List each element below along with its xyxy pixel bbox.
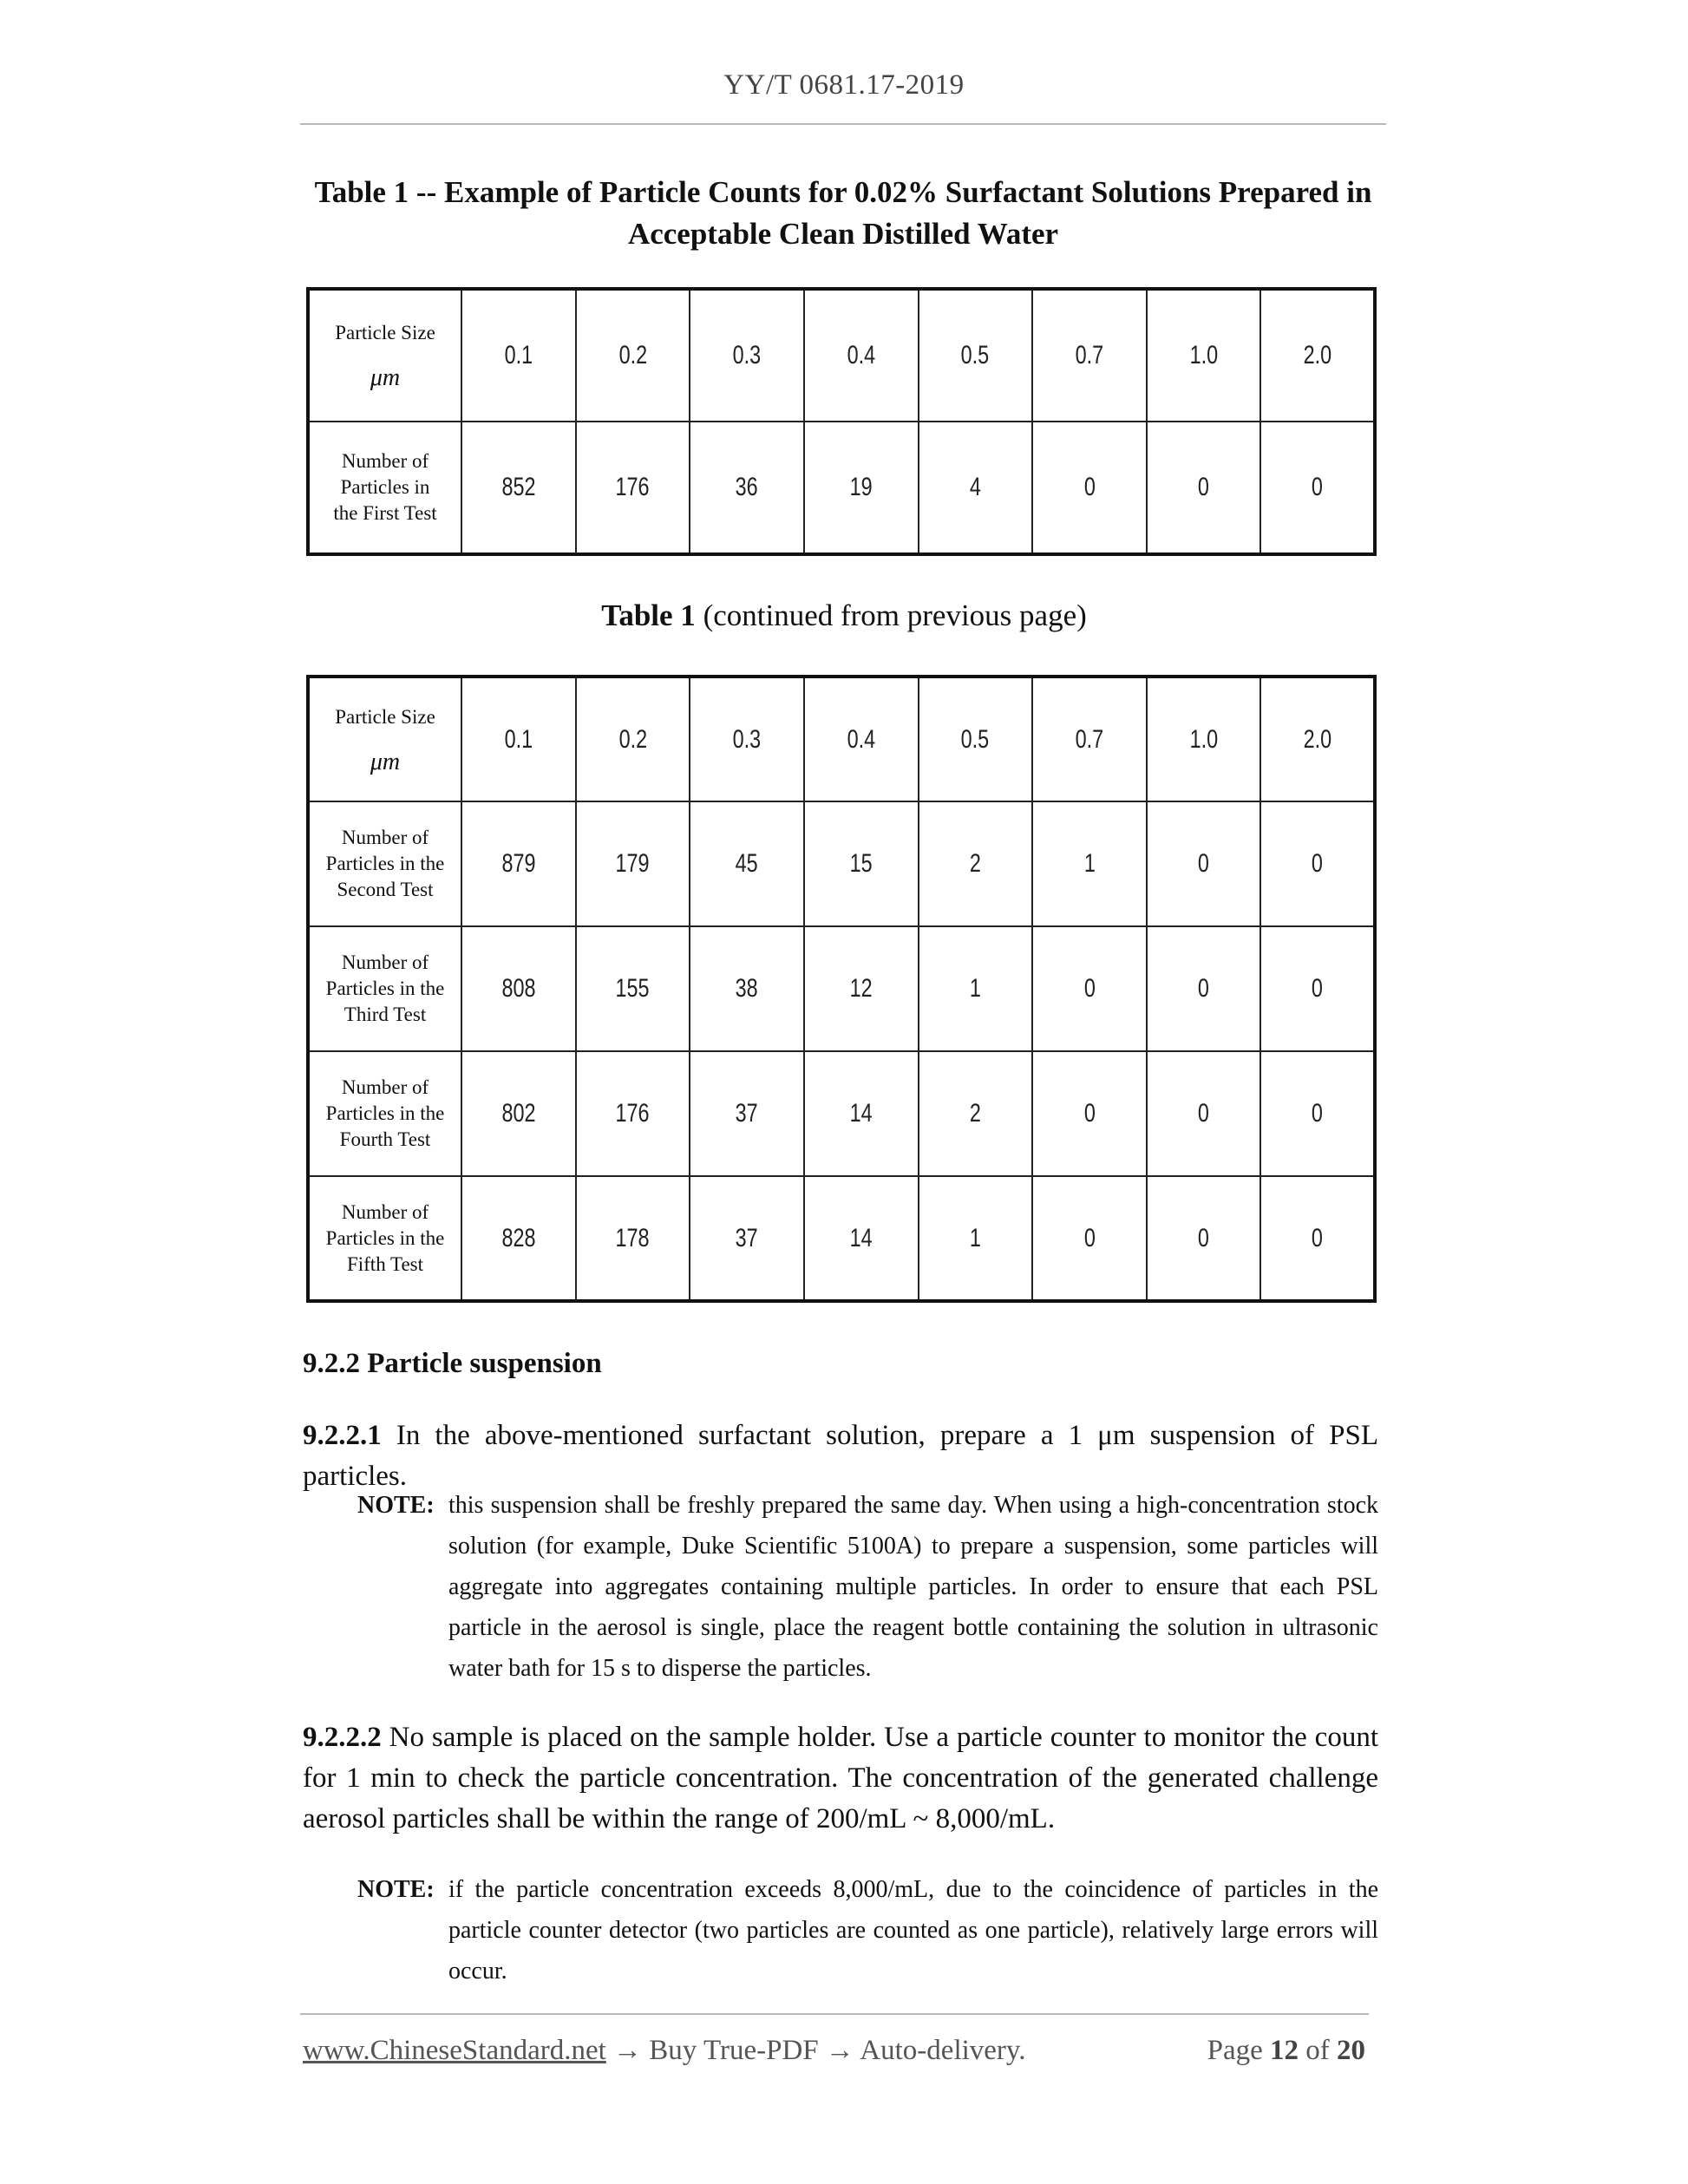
particle-count-cell	[1260, 1176, 1375, 1301]
particle-count-cell	[804, 801, 919, 926]
particle-size-value-text: 1.0	[1189, 724, 1218, 754]
clause-number: 9.2.2.1	[303, 1420, 382, 1451]
table-row	[308, 926, 1375, 1051]
particle-count-value: 2	[969, 1099, 981, 1128]
particle-size-value	[576, 677, 690, 801]
row-label-line: Number of	[341, 827, 429, 848]
particle-count-value: 179	[615, 849, 650, 878]
page-of-word: of	[1299, 2035, 1337, 2066]
particle-size-value	[461, 289, 576, 422]
note-label: NOTE:	[357, 1876, 435, 1903]
particle-size-value-text: 0.2	[618, 341, 647, 369]
website-link[interactable]: www.ChineseStandard.net	[303, 2035, 606, 2066]
table-row	[308, 1176, 1375, 1301]
particle-count-value: 0	[1312, 1223, 1324, 1252]
row-label-line: Particles in	[340, 476, 430, 498]
particle-size-value-text: 0.7	[1075, 724, 1104, 754]
particle-size-value	[690, 677, 804, 801]
particle-count-cell	[919, 926, 1033, 1051]
particle-count-value: 1	[969, 1223, 981, 1252]
row-label-line: Second Test	[337, 879, 434, 900]
size-header-row	[308, 677, 1375, 801]
particle-count-cell	[919, 422, 1033, 554]
clause-text: No sample is placed on the sample holder. Use a particle counter to monitor the count for 1 min to check the particle concentration. The concentration of the generated challenge aerosol particles shall be within the range of 200/mL ~ 8,000/mL.	[303, 1722, 1378, 1834]
particle-count-value: 1	[1083, 849, 1096, 878]
particle-count-cell	[1032, 1051, 1147, 1176]
particle-count-cell	[576, 422, 690, 554]
row-label	[308, 1051, 461, 1176]
particle-count-value: 14	[849, 1223, 873, 1252]
footer-divider	[300, 2013, 1369, 2015]
table-continued-title	[0, 598, 1688, 633]
particle-count-cell	[461, 926, 576, 1051]
table-row	[308, 422, 1375, 554]
row-label-line: Particles in the	[325, 1226, 445, 1249]
particle-size-value	[1260, 677, 1375, 801]
particle-count-value: 178	[615, 1223, 650, 1252]
particle-size-value	[804, 677, 919, 801]
page-word: Page	[1207, 2035, 1270, 2066]
particle-count-value: 176	[615, 1099, 650, 1128]
particle-count-cell	[690, 926, 804, 1051]
particle-count-value: 37	[736, 1099, 759, 1128]
row-label-line: Fourth Test	[339, 1128, 431, 1150]
particle-count-value: 0	[1198, 1099, 1210, 1128]
particle-count-value: 0	[1312, 473, 1324, 501]
particle-count-value: 155	[615, 974, 650, 1003]
particle-count-cell	[1260, 801, 1375, 926]
page-current: 12	[1270, 2035, 1299, 2066]
row-label-line: Fifth Test	[346, 1252, 424, 1275]
particle-size-value-text: 0.4	[847, 341, 875, 369]
particle-size-value-text: 0.5	[961, 341, 990, 369]
row-label-line: Particles in the	[325, 978, 445, 999]
particle-count-cell	[1032, 1176, 1147, 1301]
particle-size-value	[804, 289, 919, 422]
particle-count-cell	[461, 1176, 576, 1301]
particle-count-cell	[804, 422, 919, 554]
row-label-line: Particles in the	[325, 1102, 445, 1124]
particle-count-value: 2	[969, 849, 981, 878]
particle-size-text: Particle Size	[335, 322, 435, 343]
particle-count-value: 19	[849, 473, 873, 501]
size-header-row	[308, 289, 1375, 422]
page-number	[1207, 2035, 1365, 2067]
particle-count-cell	[690, 1176, 804, 1301]
particle-count-value: 1	[969, 974, 981, 1003]
particle-size-unit: μm	[370, 364, 401, 391]
particle-count-value: 38	[736, 974, 759, 1003]
particle-count-cell	[1147, 1051, 1261, 1176]
particle-count-value: 15	[849, 849, 873, 878]
particle-size-value	[1147, 289, 1261, 422]
particle-count-value: 4	[969, 473, 981, 501]
particle-count-table-continued	[306, 675, 1377, 1303]
particle-count-value: 802	[501, 1099, 536, 1128]
particle-count-value: 37	[736, 1223, 759, 1252]
particle-count-value: 0	[1083, 1099, 1096, 1128]
particle-count-cell	[1032, 422, 1147, 554]
note-text: this suspension shall be freshly prepared the same day. When using a high-concentration stock solution (for example, Duke Scientific 5100A) to prepare a suspension, some particles will aggregate into aggregates containing multiple particles. In order to ensure that each PSL particle in the aerosol is single, place the reagent bottle containing the solution in ultrasonic water bath for 15 s to disperse the particles.	[448, 1492, 1378, 1682]
particle-count-cell	[1032, 926, 1147, 1051]
particle-size-value-text: 0.7	[1075, 341, 1104, 369]
particle-count-value: 0	[1083, 1223, 1096, 1252]
particle-count-cell	[1147, 801, 1261, 926]
particle-size-unit: μm	[370, 748, 401, 775]
row-label-line: Particles in the	[325, 853, 445, 874]
particle-count-value: 828	[501, 1223, 536, 1252]
particle-count-cell	[1260, 926, 1375, 1051]
particle-size-value-text: 0.1	[504, 341, 533, 369]
particle-size-value-text: 0.2	[618, 724, 647, 754]
row-label	[308, 1176, 461, 1301]
table-row	[308, 1051, 1375, 1176]
particle-count-value: 12	[849, 974, 873, 1003]
particle-size-value-text: 0.4	[847, 724, 875, 754]
row-label-line: the First Test	[333, 502, 437, 524]
particle-count-cell	[461, 422, 576, 554]
particle-size-value-text: 0.3	[732, 341, 762, 369]
particle-count-cell	[461, 801, 576, 926]
particle-size-value	[690, 289, 804, 422]
particle-count-value: 14	[849, 1099, 873, 1128]
particle-count-cell	[1032, 801, 1147, 926]
particle-count-value: 0	[1198, 974, 1210, 1003]
row-label-line: Number of	[341, 951, 429, 973]
table-title-line-1: Table 1 -- Example of Particle Counts for 0.02% Surfactant Solutions Prepared in	[314, 175, 1372, 209]
particle-size-label	[308, 289, 461, 422]
table-continued-title-text: (continued from previous page)	[695, 598, 1087, 632]
particle-size-value	[919, 677, 1033, 801]
particle-count-value: 852	[501, 473, 536, 501]
particle-size-value	[1032, 677, 1147, 801]
particle-count-cell	[576, 801, 690, 926]
note-text: if the particle concentration exceeds 8,000/mL, due to the coincidence of particles in the particle counter detector (two particles are counted as one particle), relatively large errors will occur.	[448, 1876, 1378, 1985]
particle-count-cell	[804, 1176, 919, 1301]
particle-count-value: 879	[501, 849, 536, 878]
clause-number: 9.2.2.2	[303, 1722, 382, 1753]
particle-count-cell	[1260, 422, 1375, 554]
particle-count-value: 0	[1312, 849, 1324, 878]
row-label-line: Number of	[341, 1200, 429, 1223]
section-heading: 9.2.2 Particle suspension	[303, 1348, 602, 1379]
clause-text: In the above-mentioned surfactant solution, prepare a 1 μm suspension of PSL particles.	[303, 1420, 1378, 1492]
table-row	[308, 801, 1375, 926]
particle-count-cell	[576, 1176, 690, 1301]
particle-size-value	[576, 289, 690, 422]
table-title	[300, 172, 1386, 255]
particle-count-cell	[690, 801, 804, 926]
particle-count-cell	[1147, 1176, 1261, 1301]
particle-count-table-1	[306, 287, 1377, 556]
particle-size-text: Particle Size	[335, 705, 435, 728]
particle-size-label	[308, 677, 461, 801]
row-label-line: Number of	[341, 450, 429, 472]
particle-size-value	[919, 289, 1033, 422]
particle-count-value: 808	[501, 974, 536, 1003]
particle-count-cell	[576, 1051, 690, 1176]
row-label	[308, 801, 461, 926]
particle-size-value	[1032, 289, 1147, 422]
row-label	[308, 926, 461, 1051]
paragraph-9-2-2-2	[303, 1717, 1378, 1840]
particle-count-cell	[690, 1051, 804, 1176]
particle-size-value-text: 0.5	[961, 724, 990, 754]
note-1	[357, 1485, 1378, 1689]
particle-count-cell	[919, 801, 1033, 926]
particle-count-value: 36	[736, 473, 759, 501]
particle-size-value	[461, 677, 576, 801]
table-title-line-2: Acceptable Clean Distilled Water	[627, 217, 1059, 251]
particle-count-value: 0	[1312, 974, 1324, 1003]
particle-count-cell	[576, 926, 690, 1051]
particle-count-value: 0	[1083, 974, 1096, 1003]
particle-size-value-text: 2.0	[1303, 341, 1331, 369]
particle-size-value	[1260, 289, 1375, 422]
particle-size-value-text: 1.0	[1189, 341, 1218, 369]
particle-count-value: 45	[736, 849, 759, 878]
particle-size-value	[1147, 677, 1261, 801]
note-label: NOTE:	[357, 1492, 435, 1519]
footer-tagline: → Buy True-PDF → Auto-delivery.	[605, 2035, 1026, 2066]
particle-count-value: 0	[1083, 473, 1096, 501]
particle-count-cell	[804, 1051, 919, 1176]
particle-count-value: 0	[1198, 849, 1210, 878]
particle-count-cell	[461, 1051, 576, 1176]
document-code: YY/T 0681.17-2019	[723, 69, 965, 101]
page-total: 20	[1337, 2035, 1365, 2066]
row-label-line: Number of	[341, 1076, 429, 1098]
particle-size-value-text: 0.1	[504, 724, 533, 754]
row-label	[308, 422, 461, 554]
particle-count-cell	[804, 926, 919, 1051]
particle-count-cell	[1147, 926, 1261, 1051]
particle-count-value: 0	[1198, 473, 1210, 501]
row-label-line: Third Test	[343, 1004, 427, 1025]
particle-count-cell	[919, 1176, 1033, 1301]
note-2	[357, 1869, 1378, 1991]
particle-count-cell	[919, 1051, 1033, 1176]
particle-count-cell	[1260, 1051, 1375, 1176]
particle-count-value: 0	[1312, 1099, 1324, 1128]
header-divider	[300, 123, 1386, 125]
particle-count-value: 176	[615, 473, 650, 501]
particle-count-value: 0	[1198, 1223, 1210, 1252]
particle-count-cell	[690, 422, 804, 554]
particle-count-cell	[1147, 422, 1261, 554]
particle-size-value-text: 0.3	[732, 724, 762, 754]
particle-size-value-text: 2.0	[1303, 724, 1331, 754]
page-footer	[303, 2035, 1370, 2067]
table-continued-title-bold: Table 1	[601, 598, 696, 632]
